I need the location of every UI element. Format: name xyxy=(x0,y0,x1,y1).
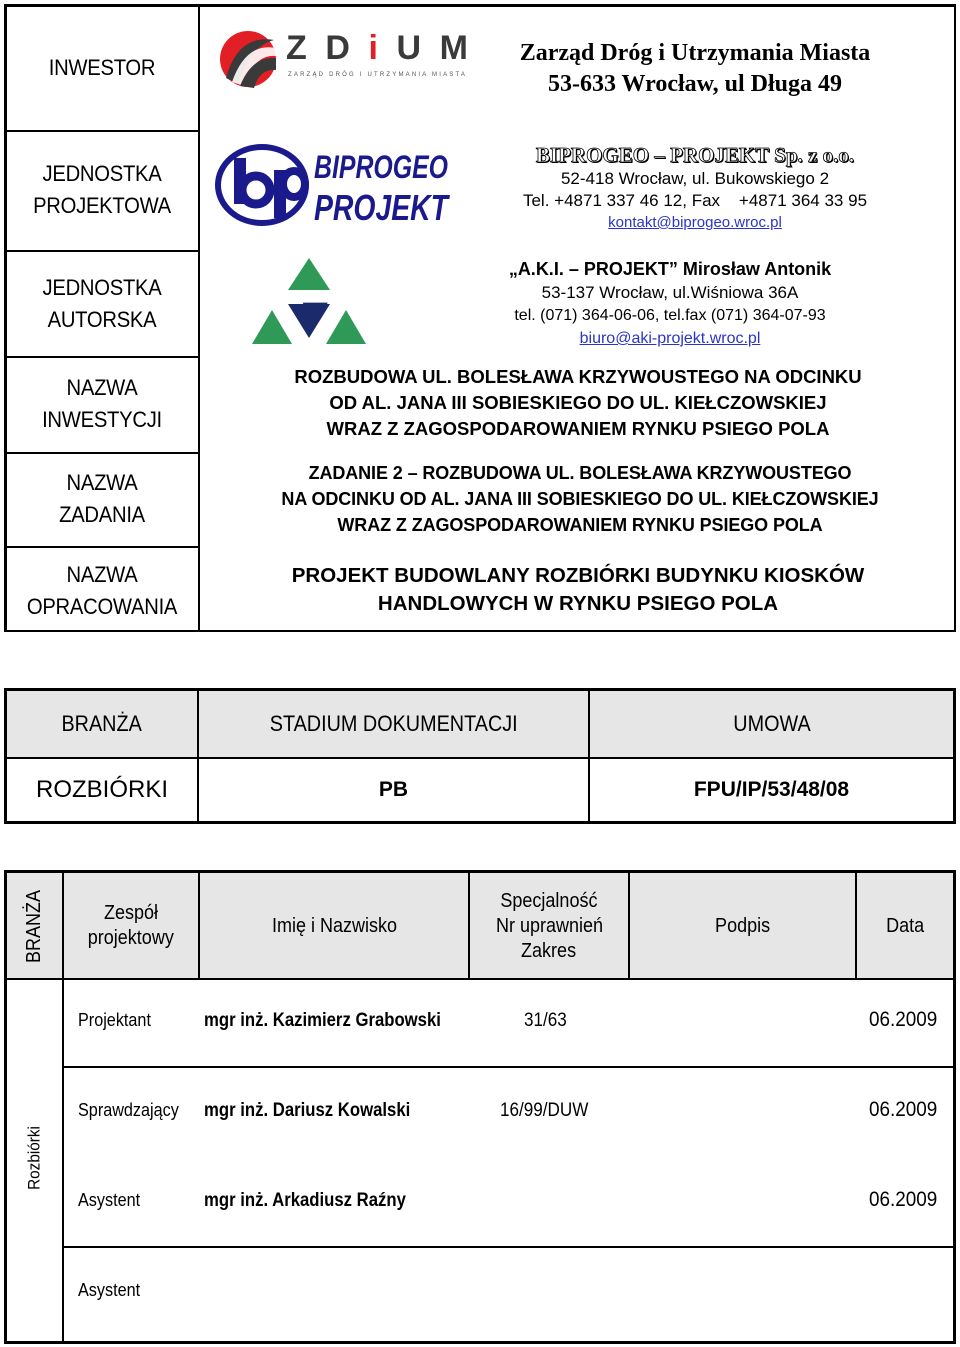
team-row-license: 16/99/DUW xyxy=(500,1100,589,1121)
team-row xyxy=(64,980,953,1066)
study-name-line: PROJEKT BUDOWLANY ROZBIÓRKI BUDYNKU KIOSKÓW xyxy=(291,564,865,587)
doc-header-contract: UMOWA xyxy=(590,691,953,757)
doc-value-contract: FPU/IP/53/48/08 xyxy=(693,778,850,801)
doc-value-branch: ROZBIÓRKI xyxy=(35,776,168,803)
biprogeo-logo-mark xyxy=(216,144,450,226)
zdium-letter-m: M xyxy=(439,28,470,67)
divider-row-2 xyxy=(6,250,199,252)
team-row xyxy=(64,1068,953,1156)
team-header-name: Imię i Nazwisko xyxy=(271,914,397,937)
team-header-spec: Specjalność Nr uprawnień Zakres xyxy=(495,889,603,962)
divider-row-1 xyxy=(6,130,199,132)
zdium-letter-d: D xyxy=(325,28,352,67)
team-row-license: 31/63 xyxy=(524,1010,567,1031)
header-divider-vertical xyxy=(198,6,200,632)
label-author-unit: JEDNOSTKA AUTORSKA xyxy=(42,275,162,332)
divider-row-4 xyxy=(6,452,199,454)
investment-name-line: OD AL. JANA III SOBIESKIEGO DO UL. KIEŁCZOWSKIEJ xyxy=(329,392,827,413)
team-row-name: mgr inż. Kazimierz Grabowski xyxy=(204,1010,441,1031)
team-row xyxy=(64,1248,953,1341)
author-unit-name: „A.K.I. – PROJEKT” Mirosław Antonik xyxy=(508,259,832,279)
team-header-date: Data xyxy=(885,914,925,937)
author-unit-phone: tel. (071) 364-06-06, tel.fax (071) 364-07-93 xyxy=(514,307,826,324)
label-investment-name: NAZWA INWESTYCJI xyxy=(42,375,162,432)
team-header-branch: BRANŻA xyxy=(23,889,45,963)
design-unit-info xyxy=(480,142,910,234)
team-row xyxy=(64,1158,953,1246)
investment-name-line: ROZBUDOWA UL. BOLESŁAWA KRZYWOUSTEGO NA ODCINKU xyxy=(294,366,862,387)
team-row-role: Asystent xyxy=(78,1190,141,1210)
investor-info xyxy=(480,38,910,100)
team-row-role: Asystent xyxy=(78,1280,141,1300)
zdium-letter-u: U xyxy=(396,28,424,67)
design-unit-email[interactable]: kontakt@biprogeo.wroc.pl xyxy=(608,214,782,231)
author-unit-email[interactable]: biuro@aki-projekt.wroc.pl xyxy=(579,330,761,347)
team-branch-value: Rozbiórki xyxy=(24,1126,44,1190)
zdium-letter-i: i xyxy=(368,28,380,67)
label-study-name: NAZWA OPRACOWANIA xyxy=(26,562,178,619)
investor-name: Zarząd Dróg i Utrzymania Miasta xyxy=(519,40,871,66)
label-design-unit: JEDNOSTKA PROJEKTOWA xyxy=(33,161,171,218)
investment-name-line: WRAZ Z ZAGOSPODAROWANIEM RYNKU PSIEGO POLA xyxy=(326,418,830,439)
doc-header-stage: STADIUM DOKUMENTACJI xyxy=(199,691,588,757)
label-investor: INWESTOR xyxy=(48,55,156,80)
zdium-letter-z: Z xyxy=(286,28,309,67)
team-row-date: 06.2009 xyxy=(869,1188,938,1211)
zdium-logo-subtitle: ZARZĄD DRÓG I UTRZYMANIA MIASTA xyxy=(288,72,468,78)
team-row-name: mgr inż. Arkadiusz Raźny xyxy=(204,1190,406,1211)
biprogeo-logo-line2: PROJEKT xyxy=(314,187,451,228)
aki-logo-mark xyxy=(250,256,368,350)
biprogeo-logo xyxy=(216,144,450,226)
investment-name xyxy=(208,364,948,442)
biprogeo-logo-line1: BIPROGEO xyxy=(314,149,449,185)
design-unit-address: 52-418 Wrocław, ul. Bukowskiego 2 xyxy=(560,169,830,188)
team-header-signature: Podpis xyxy=(714,914,771,937)
investor-address: 53-633 Wrocław, ul Długa 49 xyxy=(547,71,843,97)
author-unit-address: 53-137 Wrocław, ul.Wiśniowa 36A xyxy=(541,283,799,302)
label-task-name: NAZWA ZADANIA xyxy=(59,470,145,527)
study-name xyxy=(208,562,948,618)
doc-header-branch: BRANŻA xyxy=(7,691,197,757)
task-name-line: ZADANIE 2 – ROZBUDOWA UL. BOLESŁAWA KRZYWOUSTEGO xyxy=(308,463,852,483)
design-unit-phone: Tel. +4871 337 46 12, Fax +4871 364 33 95 xyxy=(522,191,868,210)
team-row-date: 06.2009 xyxy=(869,1098,938,1121)
author-unit-info xyxy=(480,258,860,350)
task-name-line: WRAZ Z ZAGOSPODAROWANIEM RYNKU PSIEGO POLA xyxy=(337,515,823,535)
team-row-role: Sprawdzający xyxy=(78,1100,179,1120)
team-header-team: Zespół projektowy xyxy=(87,902,175,949)
task-name xyxy=(206,460,954,538)
zdium-logo xyxy=(216,26,470,92)
divider-row-5 xyxy=(6,546,199,548)
team-row-role: Projektant xyxy=(78,1010,151,1030)
doc-value-stage: PB xyxy=(378,778,409,801)
task-name-line: NA ODCINKU OD AL. JANA III SOBIESKIEGO DO UL. KIEŁCZOWSKIEJ xyxy=(281,489,879,509)
team-row-date: 06.2009 xyxy=(869,1008,938,1031)
divider-row-3 xyxy=(6,356,199,358)
design-unit-name: BIPROGEO – PROJEKT Sp. z o.o. xyxy=(535,143,855,167)
team-row-name: mgr inż. Dariusz Kowalski xyxy=(204,1100,411,1121)
aki-logo xyxy=(250,256,368,350)
study-name-line: HANDLOWYCH W RYNKU PSIEGO POLA xyxy=(377,592,779,615)
